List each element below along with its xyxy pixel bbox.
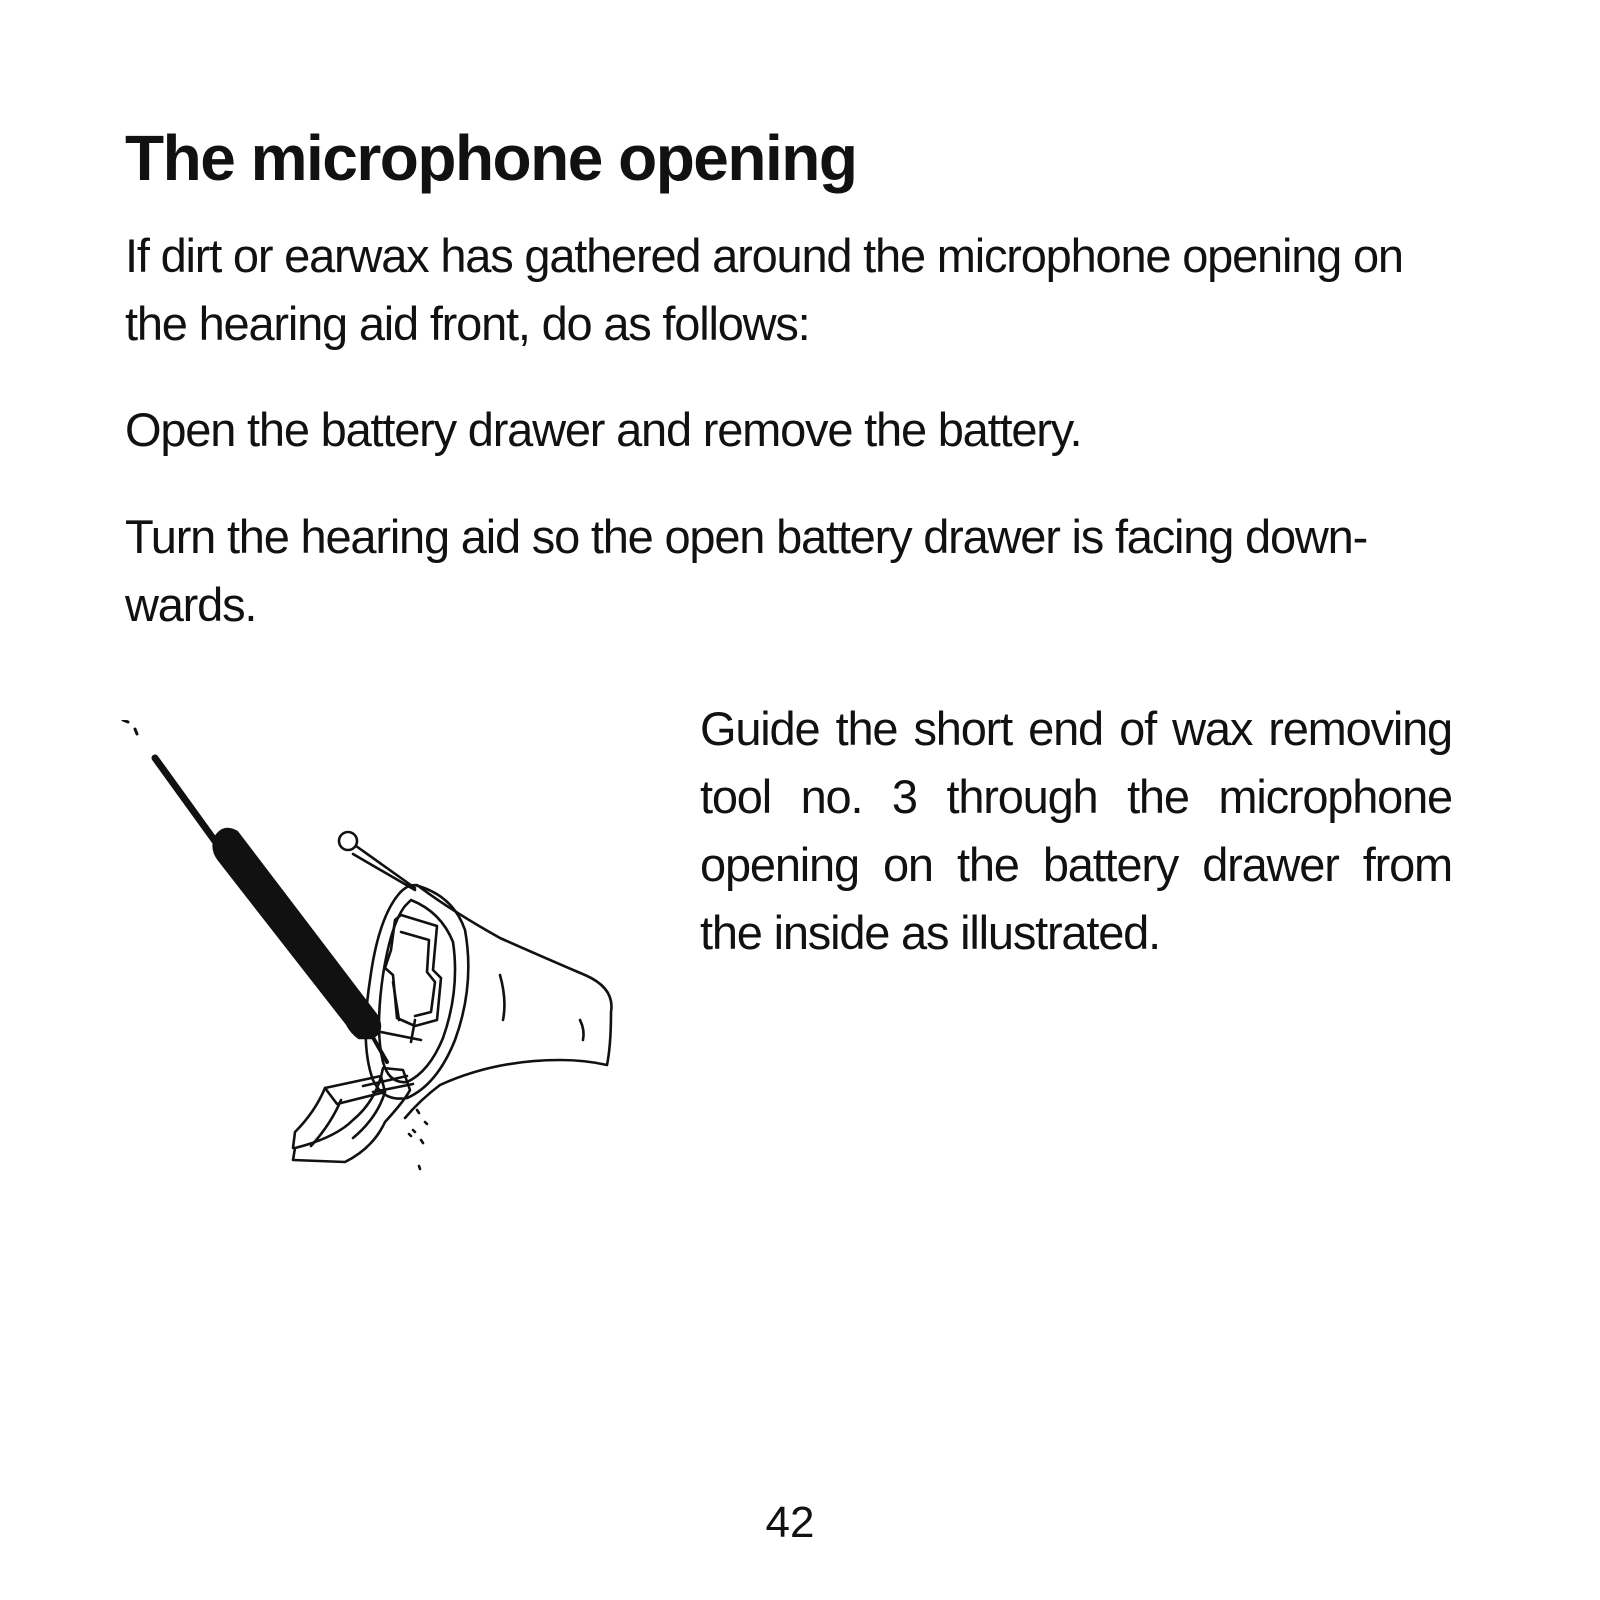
step-turn-hearing-aid	[125, 503, 1367, 639]
page-title: The microphone opening	[125, 122, 857, 194]
intro-line-1: If dirt or earwax has gathered around the microphone opening on	[125, 229, 1403, 282]
instruction-line-4: the inside as illustrated.	[700, 906, 1160, 959]
intro-line-2: the hearing aid front, do as follows:	[125, 297, 810, 350]
instruction-line-3: opening on the battery drawer from	[700, 838, 1452, 891]
tool-handle	[214, 829, 380, 1038]
step-turn-line-2: wards.	[125, 578, 257, 631]
intro-paragraph	[125, 222, 1403, 358]
step-remove-battery: Open the battery drawer and remove the battery.	[125, 403, 1082, 456]
instruction-line-2: tool no. 3 through the microphone	[700, 770, 1452, 823]
pull-pin-knob	[339, 832, 357, 850]
page-number: 42	[765, 1498, 815, 1547]
step-turn-line-1: Turn the hearing aid so the open battery drawer is facing down-	[125, 510, 1368, 563]
tool-wire	[155, 758, 220, 848]
instruction-paragraph	[700, 695, 1452, 967]
dirt-speck-icon	[123, 720, 137, 734]
falling-dirt-icon	[409, 1110, 427, 1169]
instruction-line-1: Guide the short end of wax removing	[700, 702, 1452, 755]
hearing-aid-shell	[405, 885, 611, 1118]
wax-removal-illustration	[115, 720, 640, 1210]
